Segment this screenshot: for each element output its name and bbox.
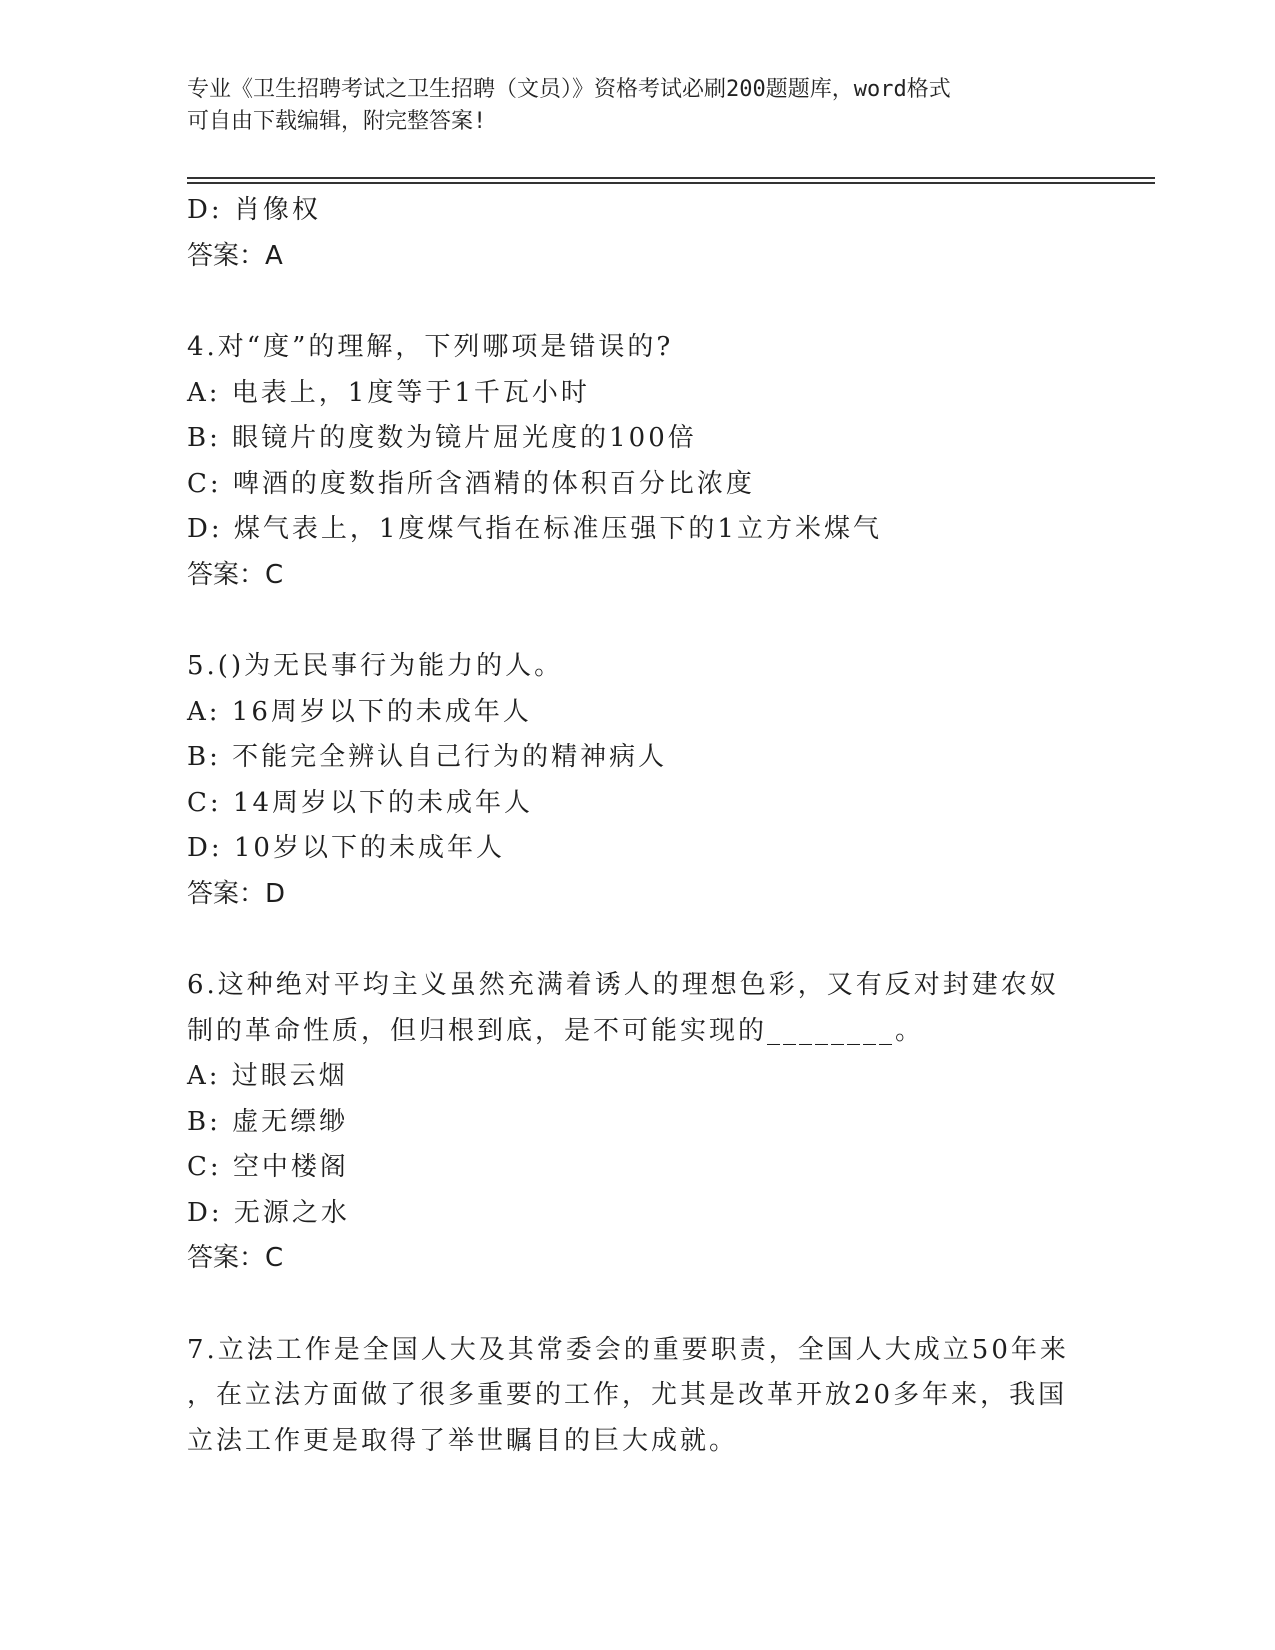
option-d: D: 煤气表上，1度煤气指在标准压强下的1立方米煤气: [187, 514, 882, 544]
option-b: B: 不能完全辨认自己行为的精神病人: [187, 742, 668, 772]
question-stem-line-1: 6.这种绝对平均主义虽然充满着诱人的理想色彩，又有反对封建农奴: [187, 970, 1059, 1000]
answer: 答案：D: [187, 878, 286, 909]
option-b: B: 虚无缥缈: [187, 1106, 349, 1137]
answer: 答案：C: [187, 559, 284, 590]
question-6: [187, 963, 1087, 1282]
header-divider-bottom: [187, 182, 1155, 184]
answer: 答案：A: [187, 240, 283, 271]
option-d: D: 10岁以下的未成年人: [187, 833, 505, 863]
question-7: [187, 1328, 1087, 1465]
question-stem: 4.对“度”的理解，下列哪项是错误的?: [187, 332, 674, 362]
question-stem-line-3: 立法工作更是取得了举世瞩目的巨大成就。: [187, 1425, 739, 1456]
question-stem-line-2: ，在立法方面做了很多重要的工作，尤其是改革开放20多年来，我国: [187, 1380, 1068, 1410]
question-4: [187, 325, 1087, 598]
option-a: A: 电表上，1度等于1千瓦小时: [187, 377, 590, 408]
question-stem: 5.()为无民事行为能力的人。: [187, 651, 564, 681]
question-3-tail: [187, 188, 1087, 279]
header-title-line-1: 专业《卫生招聘考试之卫生招聘（文员）》资格考试必刷200题题库，word格式: [187, 77, 951, 102]
option-a: A: 过眼云烟: [187, 1061, 348, 1091]
option-c: C: 14周岁以下的未成年人: [187, 787, 534, 818]
option-d: D: 肖像权: [187, 195, 321, 225]
option-c: C: 空中楼阁: [187, 1152, 349, 1182]
question-stem-line-1: 7.立法工作是全国人大及其常委会的重要职责，全国人大成立50年来: [187, 1334, 1069, 1365]
option-c: C: 啤酒的度数指所含酒精的体积百分比浓度: [187, 468, 755, 499]
document-header: [187, 74, 1067, 138]
question-stem-line-2: 制的革命性质，但归根到底，是不可能实现的________。: [187, 1015, 925, 1046]
option-d: D: 无源之水: [187, 1197, 350, 1228]
header-divider-top: [187, 177, 1155, 179]
answer: 答案：C: [187, 1243, 284, 1273]
option-a: A: 16周岁以下的未成年人: [187, 696, 532, 727]
option-b: B: 眼镜片的度数为镜片屈光度的100倍: [187, 423, 697, 453]
header-title-line-2: 可自由下载编辑，附完整答案!: [187, 109, 487, 134]
question-5: [187, 644, 1087, 917]
document-body: [187, 188, 1087, 1464]
